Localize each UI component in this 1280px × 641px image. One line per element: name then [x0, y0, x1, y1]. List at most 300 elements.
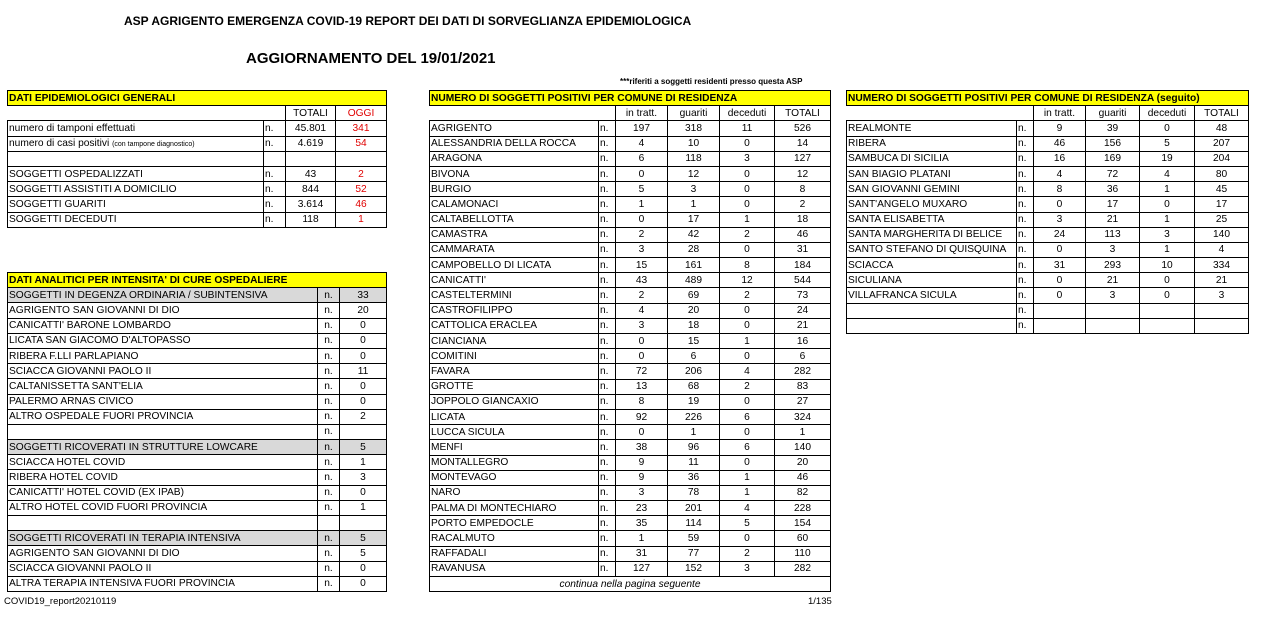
- table-row: [8, 121, 387, 136]
- comune-value: 77: [668, 546, 720, 561]
- n-cell: n.: [318, 409, 340, 424]
- row-label-text: SOGGETTI ASSISTITI A DOMICILIO: [9, 183, 177, 195]
- comune-name: SICULIANA: [847, 273, 1017, 288]
- comune-value: 24: [1034, 227, 1086, 242]
- n-cell: n.: [599, 531, 616, 546]
- n-cell: n.: [599, 273, 616, 288]
- comune-value: 12: [668, 166, 720, 181]
- table-row: [847, 121, 1249, 136]
- comune-value: 9: [1034, 121, 1086, 136]
- comune-value: 46: [775, 227, 831, 242]
- comune-value: 3: [616, 242, 668, 257]
- n-cell: n.: [318, 485, 340, 500]
- table-row: [847, 242, 1249, 257]
- comune-value: 169: [1086, 151, 1140, 166]
- n-cell: n.: [264, 197, 286, 212]
- comune-value: 226: [668, 409, 720, 424]
- comune-name: CAMASTRA: [430, 227, 599, 242]
- comune-name: JOPPOLO GIANCAXIO: [430, 394, 599, 409]
- comune-value: 282: [775, 561, 831, 576]
- table-row: [430, 242, 831, 257]
- table-row: [8, 333, 387, 348]
- row-label: SCIACCA GIOVANNI PAOLO II: [8, 364, 318, 379]
- comune-value: [1195, 318, 1249, 333]
- comune-value: 5: [720, 516, 775, 531]
- row-label-text: numero di tamponi effettuati: [9, 122, 136, 134]
- comune-value: 19: [1140, 151, 1195, 166]
- n-cell: n.: [318, 561, 340, 576]
- comune-value: 0: [1140, 288, 1195, 303]
- comune-value: 1: [616, 531, 668, 546]
- row-label-note: (con tampone diagnostico): [112, 140, 195, 148]
- comuni-title-row: [847, 91, 1249, 106]
- comune-value: 207: [1195, 136, 1249, 151]
- comune-value: 31: [1034, 258, 1086, 273]
- comune-value: [1034, 303, 1086, 318]
- comune-value: 2: [616, 288, 668, 303]
- row-label: [8, 212, 264, 227]
- blank-cell: [264, 106, 286, 121]
- table-row: [8, 546, 387, 561]
- comune-name: RACALMUTO: [430, 531, 599, 546]
- n-cell: n.: [599, 561, 616, 576]
- row-label: ALTRO HOTEL COVID FUORI PROVINCIA: [8, 500, 318, 515]
- comune-name: CAMPOBELLO DI LICATA: [430, 258, 599, 273]
- comune-value: 0: [1034, 242, 1086, 257]
- n-cell: n.: [1017, 151, 1034, 166]
- comune-value: 4: [1034, 166, 1086, 181]
- n-cell: n.: [318, 379, 340, 394]
- comune-value: 118: [668, 151, 720, 166]
- comune-value: 14: [775, 136, 831, 151]
- table-row: [847, 258, 1249, 273]
- n-cell: n.: [318, 500, 340, 515]
- n-cell: n.: [1017, 258, 1034, 273]
- table-row: [8, 394, 387, 409]
- comune-value: 82: [775, 485, 831, 500]
- comune-value: 21: [1195, 273, 1249, 288]
- comune-name: CASTELTERMINI: [430, 288, 599, 303]
- table-row: [8, 576, 387, 591]
- today-value: 341: [336, 121, 387, 136]
- table-row: [847, 273, 1249, 288]
- table-row: [847, 182, 1249, 197]
- comune-name: SANTA MARGHERITA DI BELICE: [847, 227, 1017, 242]
- comune-value: 4: [616, 136, 668, 151]
- comune-value: 38: [616, 440, 668, 455]
- comune-value: 8: [1034, 182, 1086, 197]
- comune-value: 2: [616, 227, 668, 242]
- total-value: [286, 151, 336, 166]
- n-cell: n.: [599, 318, 616, 333]
- n-cell: n.: [1017, 182, 1034, 197]
- comune-value: 0: [1140, 273, 1195, 288]
- table-row: [430, 227, 831, 242]
- comune-name: BIVONA: [430, 166, 599, 181]
- comune-value: 334: [1195, 258, 1249, 273]
- n-cell: n.: [1017, 227, 1034, 242]
- comune-value: 0: [720, 531, 775, 546]
- table-row: [430, 455, 831, 470]
- comune-value: 13: [616, 379, 668, 394]
- comune-value: 3: [720, 151, 775, 166]
- comune-value: 5: [616, 182, 668, 197]
- column-header: deceduti: [720, 106, 775, 121]
- comune-value: 92: [616, 409, 668, 424]
- comune-value: 3: [616, 485, 668, 500]
- comune-value: 140: [775, 440, 831, 455]
- today-value: 52: [336, 182, 387, 197]
- row-value: 1: [340, 455, 387, 470]
- comune-value: 3: [1086, 242, 1140, 257]
- comune-value: 1: [668, 425, 720, 440]
- comune-value: [1034, 318, 1086, 333]
- comune-value: 3: [720, 561, 775, 576]
- comune-value: 12: [720, 273, 775, 288]
- table-row: [430, 288, 831, 303]
- comune-value: 1: [720, 334, 775, 349]
- n-cell: n.: [599, 440, 616, 455]
- comuni-title-row: [430, 91, 831, 106]
- table-row: [8, 409, 387, 424]
- column-header: TOTALI: [1195, 106, 1249, 121]
- n-cell: n.: [318, 470, 340, 485]
- general-data-table: [7, 90, 387, 228]
- comune-value: 25: [1195, 212, 1249, 227]
- comune-value: 161: [668, 258, 720, 273]
- n-cell: n.: [599, 212, 616, 227]
- comune-value: 15: [668, 334, 720, 349]
- table-row: [8, 166, 387, 181]
- comune-value: 0: [720, 425, 775, 440]
- comune-value: 6: [775, 349, 831, 364]
- comune-value: 228: [775, 501, 831, 516]
- n-cell: n.: [599, 166, 616, 181]
- comune-value: 0: [1140, 121, 1195, 136]
- row-value: 5: [340, 440, 387, 455]
- table-row: [8, 303, 387, 318]
- row-label: [8, 136, 264, 151]
- table-row: [8, 424, 387, 439]
- n-cell: n.: [599, 546, 616, 561]
- comune-name: RAFFADALI: [430, 546, 599, 561]
- comune-value: 15: [616, 258, 668, 273]
- table-row: [430, 136, 831, 151]
- n-cell: n.: [599, 151, 616, 166]
- table-row: [8, 455, 387, 470]
- table-row: [430, 334, 831, 349]
- comune-name: LICATA: [430, 409, 599, 424]
- comune-value: 3: [1195, 288, 1249, 303]
- n-cell: n.: [318, 288, 340, 303]
- row-value: 5: [340, 546, 387, 561]
- n-cell: n.: [318, 348, 340, 363]
- n-cell: n.: [318, 303, 340, 318]
- comune-value: 489: [668, 273, 720, 288]
- n-cell: n.: [318, 364, 340, 379]
- row-label: SCIACCA HOTEL COVID: [8, 455, 318, 470]
- comune-value: 6: [616, 151, 668, 166]
- comune-name: RAVANUSA: [430, 561, 599, 576]
- n-cell: n.: [264, 182, 286, 197]
- table-row: [430, 440, 831, 455]
- total-value: 118: [286, 212, 336, 227]
- footer-filename: COVID19_report20210119: [4, 596, 117, 607]
- general-title: DATI EPIDEMIOLOGICI GENERALI: [8, 91, 387, 106]
- col-oggi: OGGI: [336, 106, 387, 121]
- comune-value: 12: [775, 166, 831, 181]
- n-cell: n.: [264, 212, 286, 227]
- comune-value: 69: [668, 288, 720, 303]
- n-cell: n.: [1017, 303, 1034, 318]
- comune-value: 526: [775, 121, 831, 136]
- table-row: [430, 121, 831, 136]
- comune-value: 80: [1195, 166, 1249, 181]
- comune-value: 6: [720, 440, 775, 455]
- table-row: [847, 227, 1249, 242]
- comune-value: 21: [775, 318, 831, 333]
- comune-value: 9: [616, 470, 668, 485]
- comune-value: 4: [1140, 166, 1195, 181]
- comune-value: 1: [1140, 242, 1195, 257]
- n-cell: n.: [1017, 242, 1034, 257]
- comune-value: 45: [1195, 182, 1249, 197]
- comune-value: 4: [1195, 242, 1249, 257]
- comune-value: 3: [616, 318, 668, 333]
- table-row: [8, 212, 387, 227]
- comune-value: 0: [1140, 197, 1195, 212]
- comune-value: 1: [720, 212, 775, 227]
- n-cell: n.: [599, 364, 616, 379]
- comune-value: 6: [668, 349, 720, 364]
- table-row: [430, 531, 831, 546]
- comune-value: 1: [720, 470, 775, 485]
- comune-value: 59: [668, 531, 720, 546]
- comune-value: 4: [720, 364, 775, 379]
- row-label: SOGGETTI IN DEGENZA ORDINARIA / SUBINTENSIVA: [8, 288, 318, 303]
- row-value: 0: [340, 348, 387, 363]
- comune-name: COMITINI: [430, 349, 599, 364]
- comuni-header-row: [847, 106, 1249, 121]
- table-row: [430, 501, 831, 516]
- comune-name: SCIACCA: [847, 258, 1017, 273]
- row-label: [8, 166, 264, 181]
- comune-value: 17: [668, 212, 720, 227]
- comune-name: SAN GIOVANNI GEMINI: [847, 182, 1017, 197]
- comuni-title: NUMERO DI SOGGETTI POSITIVI PER COMUNE DI RESIDENZA: [430, 91, 831, 106]
- row-value: [340, 516, 387, 531]
- table-row: [847, 303, 1249, 318]
- comune-value: [1086, 303, 1140, 318]
- comune-value: 0: [720, 349, 775, 364]
- n-cell: n.: [599, 197, 616, 212]
- comune-value: 18: [775, 212, 831, 227]
- comune-value: 48: [1195, 121, 1249, 136]
- comuni-continued-table: [846, 90, 1249, 334]
- table-row: [847, 136, 1249, 151]
- row-label: RIBERA HOTEL COVID: [8, 470, 318, 485]
- comune-name: MENFI: [430, 440, 599, 455]
- comune-name: SANT'ANGELO MUXARO: [847, 197, 1017, 212]
- n-cell: n.: [599, 334, 616, 349]
- table-row: [8, 151, 387, 166]
- n-cell: n.: [599, 227, 616, 242]
- hospital-title: DATI ANALITICI PER INTENSITA' DI CURE OSPEDALIERE: [8, 273, 387, 288]
- n-cell: n.: [599, 258, 616, 273]
- comune-value: 60: [775, 531, 831, 546]
- blank-cell: [847, 106, 1017, 121]
- table-row: [430, 470, 831, 485]
- n-cell: n.: [318, 333, 340, 348]
- comune-value: 9: [616, 455, 668, 470]
- table-row: [430, 425, 831, 440]
- row-value: 33: [340, 288, 387, 303]
- comune-name: SAN BIAGIO PLATANI: [847, 166, 1017, 181]
- row-value: 0: [340, 379, 387, 394]
- comune-value: 11: [668, 455, 720, 470]
- continua-note: continua nella pagina seguente: [430, 577, 831, 592]
- n-cell: n.: [1017, 318, 1034, 333]
- comune-value: 83: [775, 379, 831, 394]
- comune-name: CATTOLICA ERACLEA: [430, 318, 599, 333]
- comune-value: 21: [1086, 212, 1140, 227]
- comune-value: 0: [720, 455, 775, 470]
- comune-value: 0: [616, 425, 668, 440]
- table-row: [430, 516, 831, 531]
- table-row: [430, 409, 831, 424]
- row-label: CALTANISSETTA SANT'ELIA: [8, 379, 318, 394]
- row-label: AGRIGENTO SAN GIOVANNI DI DIO: [8, 546, 318, 561]
- n-cell: n.: [599, 121, 616, 136]
- comune-value: 0: [720, 318, 775, 333]
- table-row: [430, 273, 831, 288]
- table-row: [847, 288, 1249, 303]
- comuni-table: [429, 90, 831, 592]
- n-cell: n.: [318, 440, 340, 455]
- comune-value: 2: [775, 197, 831, 212]
- n-cell: n.: [599, 182, 616, 197]
- row-label: [8, 121, 264, 136]
- table-row: [8, 561, 387, 576]
- comune-value: 0: [616, 166, 668, 181]
- n-cell: n.: [599, 516, 616, 531]
- row-label-text: SOGGETTI DECEDUTI: [9, 214, 117, 226]
- residents-note: ***riferiti a soggetti residenti presso questa ASP: [620, 77, 803, 86]
- table-row: [430, 258, 831, 273]
- comune-value: 8: [720, 258, 775, 273]
- blank-cell: [599, 106, 616, 121]
- comune-name: MONTEVAGO: [430, 470, 599, 485]
- table-row: [8, 136, 387, 151]
- column-header: in tratt.: [616, 106, 668, 121]
- row-label: CANICATTI' BARONE LOMBARDO: [8, 318, 318, 333]
- comune-name: ARAGONA: [430, 151, 599, 166]
- comune-value: 544: [775, 273, 831, 288]
- n-cell: n.: [318, 455, 340, 470]
- n-cell: n.: [599, 501, 616, 516]
- comune-value: 0: [720, 394, 775, 409]
- comune-value: 10: [668, 136, 720, 151]
- table-row: [847, 197, 1249, 212]
- comune-value: 1: [1140, 212, 1195, 227]
- n-cell: n.: [264, 136, 286, 151]
- row-value: 11: [340, 364, 387, 379]
- comune-value: 127: [616, 561, 668, 576]
- comune-value: 21: [1086, 273, 1140, 288]
- comune-value: [1140, 303, 1195, 318]
- comune-name: RIBERA: [847, 136, 1017, 151]
- comune-value: 1: [775, 425, 831, 440]
- comune-value: 0: [720, 197, 775, 212]
- comune-value: 17: [1086, 197, 1140, 212]
- continua-row: [430, 577, 831, 592]
- table-row: [8, 318, 387, 333]
- table-row: [430, 303, 831, 318]
- comune-name: PALMA DI MONTECHIARO: [430, 501, 599, 516]
- comune-name: ALESSANDRIA DELLA ROCCA: [430, 136, 599, 151]
- column-header: deceduti: [1140, 106, 1195, 121]
- comune-value: 4: [720, 501, 775, 516]
- comune-value: 28: [668, 242, 720, 257]
- comune-value: 154: [775, 516, 831, 531]
- row-label: ALTRO OSPEDALE FUORI PROVINCIA: [8, 409, 318, 424]
- row-value: 2: [340, 409, 387, 424]
- row-label-text: numero di casi positivi: [9, 137, 110, 149]
- n-cell: n.: [599, 485, 616, 500]
- n-cell: n.: [599, 303, 616, 318]
- table-row: [430, 561, 831, 576]
- comune-value: 16: [775, 334, 831, 349]
- comune-value: 2: [720, 227, 775, 242]
- comune-name: BURGIO: [430, 182, 599, 197]
- n-cell: n.: [264, 166, 286, 181]
- comune-value: 140: [1195, 227, 1249, 242]
- comune-name: [847, 318, 1017, 333]
- table-row: [8, 500, 387, 515]
- row-label: LICATA SAN GIACOMO D'ALTOPASSO: [8, 333, 318, 348]
- comune-value: 4: [616, 303, 668, 318]
- n-cell: n.: [1017, 166, 1034, 181]
- footer-page-number: 1/135: [808, 596, 832, 607]
- n-cell: [318, 516, 340, 531]
- column-header: guariti: [668, 106, 720, 121]
- comune-value: 5: [1140, 136, 1195, 151]
- comune-value: 3: [668, 182, 720, 197]
- comune-value: 8: [616, 394, 668, 409]
- total-value: 43: [286, 166, 336, 181]
- comune-name: SAMBUCA DI SICILIA: [847, 151, 1017, 166]
- comune-value: 197: [616, 121, 668, 136]
- n-cell: n.: [599, 455, 616, 470]
- comune-value: [1195, 303, 1249, 318]
- n-cell: n.: [1017, 288, 1034, 303]
- table-row: [847, 151, 1249, 166]
- today-value: [336, 151, 387, 166]
- row-value: [340, 424, 387, 439]
- comune-name: CAMMARATA: [430, 242, 599, 257]
- comune-name: GROTTE: [430, 379, 599, 394]
- comune-value: 42: [668, 227, 720, 242]
- comune-value: 72: [1086, 166, 1140, 181]
- n-cell: n.: [264, 121, 286, 136]
- comune-value: 0: [720, 303, 775, 318]
- total-value: 844: [286, 182, 336, 197]
- total-value: 4.619: [286, 136, 336, 151]
- row-label: [8, 197, 264, 212]
- column-header: guariti: [1086, 106, 1140, 121]
- comune-value: 27: [775, 394, 831, 409]
- comune-value: 0: [1034, 273, 1086, 288]
